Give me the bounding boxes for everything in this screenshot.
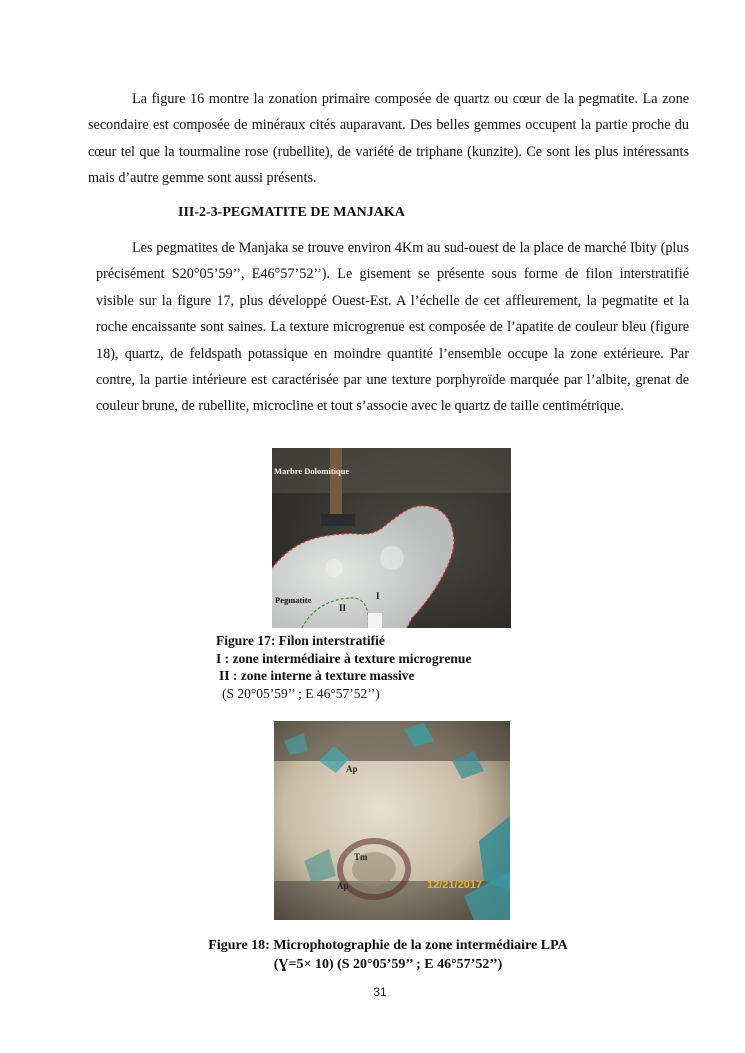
zone-i-label: I [376, 591, 380, 601]
page-number: 31 [373, 985, 387, 999]
apatite-label-bottom: Ap [337, 881, 349, 891]
marbre-label: Marbre Dolomitique [274, 466, 350, 476]
paragraph-manjaka: Les pegmatites de Manjaka se trouve environ 4Km au sud-ouest de la place de marché Ibity (plus précisément S20°05’59’’, E46°57’52’’). Le gisement se présente sous forme de filon interstratifié visible sur la figure 17, plus développé Ouest-Est. A l’échelle de cet affleurement, la pegmatite et la roche encaissante sont saines. La texture microgrenue est composée de l’apatite de couleur bleu (figure 18), quartz, de feldspath potassique en moindre quantité l’ensemble occupe la zone extérieure. Par contre, la partie intérieure est caractérisée par une texture porphyroïde marquée par l’albite, grenat de couleur brune, de rubellite, microcline et tout s’associe avec le quartz de taille centimétrique. [96, 240, 689, 415]
figure-18-title: Figure 18: Microphotographie de la zone intermédiaire LPA [208, 938, 568, 953]
apatite-label-top: Ap [346, 764, 358, 774]
photo-date-stamp: 12/21/2017 [427, 879, 483, 891]
figure-17-line-2: I : zone intermédiaire à texture microgrenue [216, 650, 472, 666]
figure-17-photo [272, 448, 511, 628]
figure-17-caption [216, 632, 471, 702]
figure-18-photo [274, 721, 510, 920]
zone-ii-label: II [339, 603, 347, 613]
tourmaline-label: Tm [354, 852, 368, 862]
figure-17-line-3: II : zone interne à texture massive [219, 668, 415, 683]
section-heading: III-2-3-PEGMATITE DE MANJAKA [178, 205, 405, 220]
figure-18-caption [0, 936, 745, 974]
figure-17-coordinates: (S 20°05’59’’ ; E 46°57’52’’) [222, 685, 380, 701]
figure-18-details: (Ɣ=5× 10) (S 20°05’59’’ ; E 46°57’52’’) [273, 957, 503, 972]
paragraph-zonation: La figure 16 montre la zonation primaire composée de quartz ou cœur de la pegmatite. La zone secondaire est composée de minéraux cités auparavant. Des belles gemmes occupent la partie proche du cœur tel que la tourmaline rose (rubellite), de variété de triphane (kunzite). Ce sont les plus intéressants mais d’autre gemme sont aussi présents. [88, 91, 689, 187]
pegmatite-label: Pegmatite [275, 595, 312, 605]
figure-17-title: Figure 17: Filon interstratifié [216, 633, 385, 648]
